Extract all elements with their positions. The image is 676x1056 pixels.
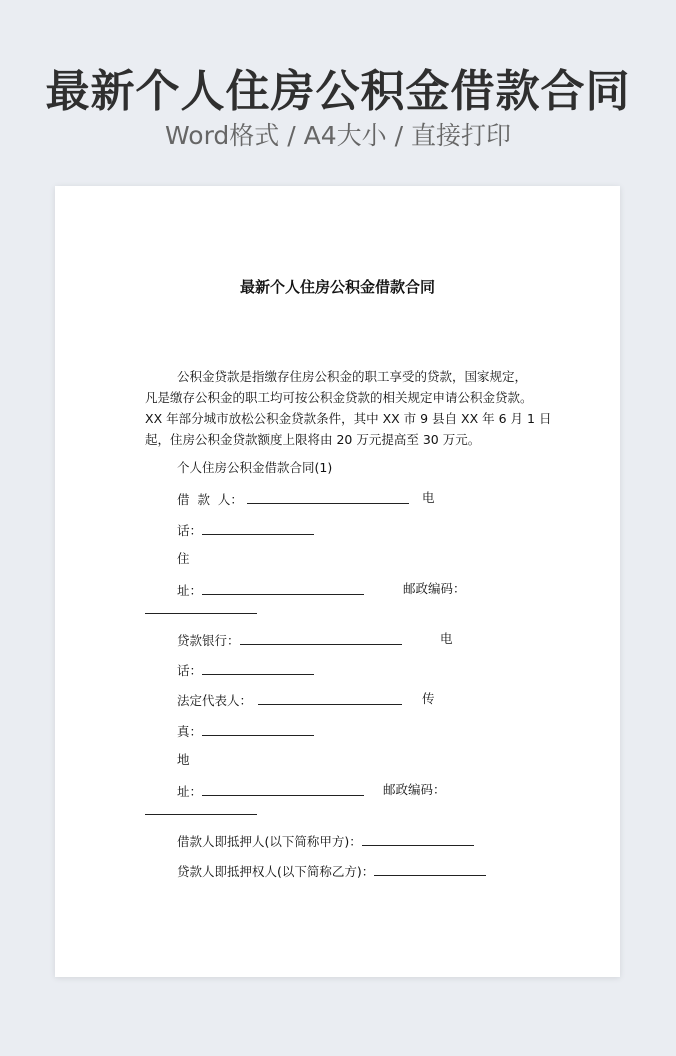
intro-line: 起，住房公积金贷款额度上限将由 20 万元提高至 30 万元。 xyxy=(145,432,481,447)
tel-label: 话： xyxy=(177,523,203,538)
postcode2-row xyxy=(145,800,257,820)
fax-prefix: 传 xyxy=(422,691,435,706)
address-prefix: 住 xyxy=(177,551,190,566)
intro-line: XX 年部分城市放松公积金贷款条件，其中 XX 市 9 县自 XX 年 6 月 1 日 xyxy=(145,411,552,426)
legal-rep-blank[interactable] xyxy=(258,690,402,705)
postcode-label: 邮政编码： xyxy=(403,581,466,596)
tel2-label: 话： xyxy=(177,663,203,678)
legal-rep-row xyxy=(177,690,402,710)
lender-row xyxy=(177,630,402,650)
banner-subtitle: Word格式 / A4大小 / 直接打印 xyxy=(165,121,511,150)
legal-rep-label: 法定代表人： xyxy=(177,693,253,708)
borrower-label: 借 款 人： xyxy=(177,492,243,507)
tel2-blank[interactable] xyxy=(202,660,314,675)
document-title: 最新个人住房公积金借款合同 xyxy=(239,278,435,296)
address2-prefix: 地 xyxy=(177,752,190,767)
banner-title: 最新个人住房公积金借款合同 xyxy=(45,66,631,117)
intro-line: 公积金贷款是指缴存住房公积金的职工享受的贷款，国家规定， xyxy=(177,369,528,384)
lender-blank[interactable] xyxy=(240,630,402,645)
postcode-row xyxy=(145,599,257,619)
tel2-prefix: 电 xyxy=(440,631,453,646)
lender-label: 贷款银行： xyxy=(177,633,240,648)
address-blank[interactable] xyxy=(202,580,364,595)
mortgagee-row xyxy=(177,861,486,881)
tel2-row xyxy=(177,660,314,680)
borrower-row xyxy=(177,489,409,509)
address2-label: 址： xyxy=(177,784,203,799)
tel-prefix: 电 xyxy=(422,490,435,505)
mortgagee-label: 贷款人即抵押权人(以下简称乙方)： xyxy=(177,864,375,879)
mortgagor-row xyxy=(177,831,474,851)
postcode2-label: 邮政编码： xyxy=(383,782,446,797)
fax-row xyxy=(177,721,314,741)
address-label: 址： xyxy=(177,583,203,598)
fax-label: 真： xyxy=(177,724,203,739)
mortgagor-label: 借款人即抵押人(以下简称甲方)： xyxy=(177,834,362,849)
borrower-blank[interactable] xyxy=(247,489,409,504)
intro-line: 凡是缴存公积金的职工均可按公积金贷款的相关规定申请公积金贷款。 xyxy=(145,390,533,405)
contract-heading: 个人住房公积金借款合同(1) xyxy=(177,460,333,475)
postcode-blank[interactable] xyxy=(145,599,257,614)
document-page xyxy=(55,186,620,977)
fax-blank[interactable] xyxy=(202,721,314,736)
postcode2-blank[interactable] xyxy=(145,800,257,815)
mortgagee-blank[interactable] xyxy=(374,861,486,876)
address2-blank[interactable] xyxy=(202,781,364,796)
tel-row xyxy=(177,520,314,540)
address-row xyxy=(177,580,364,600)
address2-row xyxy=(177,781,364,801)
mortgagor-blank[interactable] xyxy=(362,831,474,846)
tel-blank[interactable] xyxy=(202,520,314,535)
